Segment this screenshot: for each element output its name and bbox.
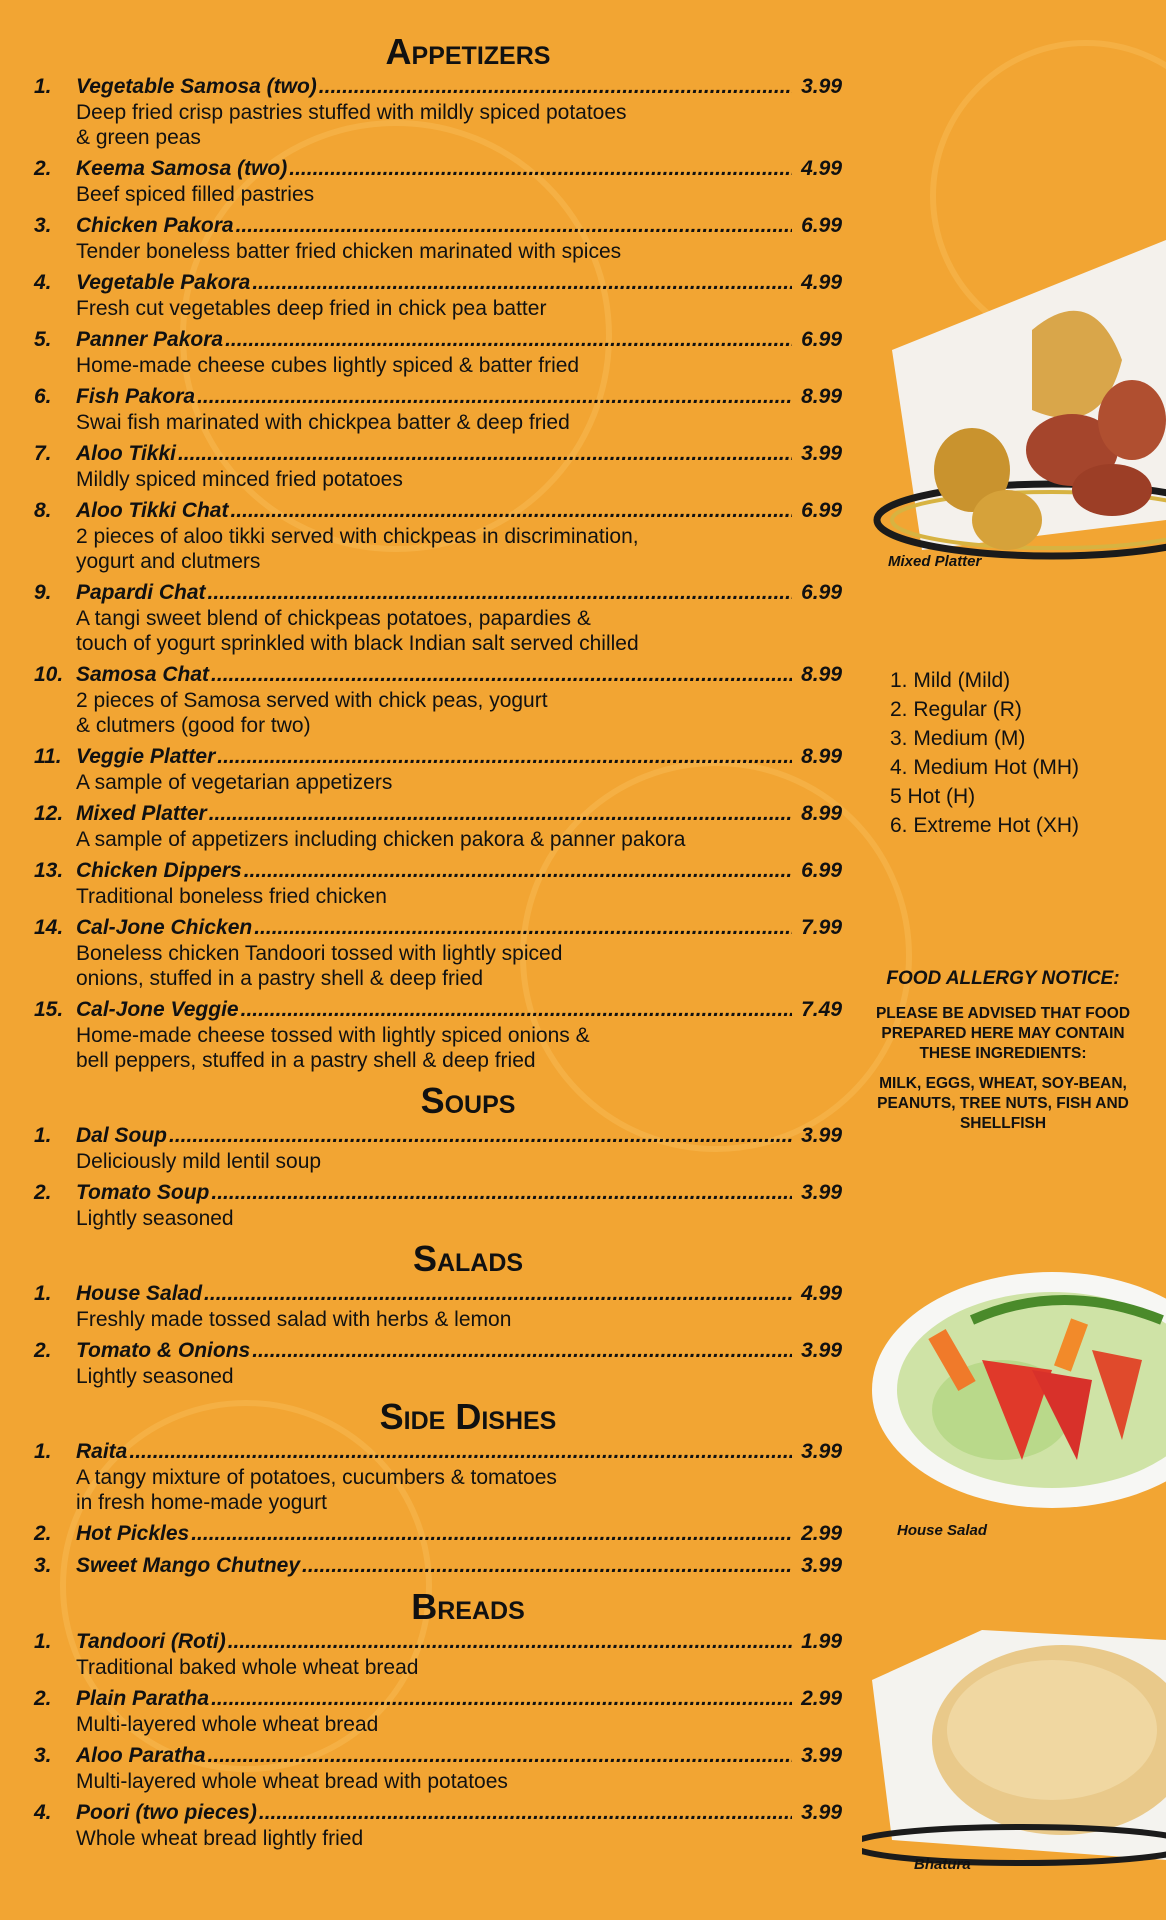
item-name: Cal-Jone Veggie [76,998,239,1021]
item-name: Poori (two pieces) [76,1801,257,1824]
item-description: Home-made cheese cubes lightly spiced & batter fried [76,354,580,377]
allergy-ingredients: MILK, EGGS, WHEAT, SOY-BEAN, PEANUTS, TREE NUTS, FISH AND SHELLFISH [877,1075,1129,1132]
item-name: Vegetable Samosa (two) [76,75,317,98]
item-name: Raita [76,1440,128,1463]
item-description: Freshly made tossed salad with herbs & lemon [76,1308,512,1331]
item-name: Plain Paratha [76,1687,210,1710]
menu-item [34,1180,842,1231]
item-price: 3.99 [801,1744,842,1767]
item-description: Tender boneless batter fried chicken marinated with spices [76,240,622,263]
menu-item [34,74,842,150]
dot-leader [211,1180,792,1206]
item-name: Hot Pickles [76,1522,190,1545]
item-price: 3.99 [801,75,842,98]
item-name: Sweet Mango Chutney [76,1554,301,1577]
dot-leader [225,327,792,353]
house-salad-caption: House Salad [897,1522,988,1539]
item-description: 2 pieces of aloo tikki served with chickpeas in discrimination, yogurt and clutmers [76,525,639,573]
menu-item-row [34,1281,842,1307]
menu-item-row [34,1553,842,1579]
menu-item-row [34,997,842,1023]
menu-item-row [34,441,842,467]
menu-item-row [34,580,842,606]
item-price: 6.99 [801,859,842,882]
item-price: 4.99 [801,271,842,294]
spice-level-item: 4. Medium Hot (MH) [890,756,1080,779]
item-description: Whole wheat bread lightly fried [76,1827,364,1850]
item-name: Fish Pakora [76,385,196,408]
item-price: 6.99 [801,214,842,237]
dot-leader [217,744,792,770]
item-description: Home-made cheese tossed with lightly spiced onions & bell peppers, stuffed in a pastry shell & deep fried [76,1024,590,1072]
menu-item [34,997,842,1073]
item-name: Keema Samosa (two) [76,157,288,180]
menu-item-row [34,1629,842,1655]
menu-item [34,1553,842,1579]
item-description: A sample of appetizers including chicken pakora & panner pakora [76,828,686,851]
item-number: 4. [34,271,52,294]
item-price: 6.99 [801,499,842,522]
menu-item-row [34,801,842,827]
item-number: 2. [34,1181,52,1204]
section-title: Salads [412,1238,524,1279]
item-description: 2 pieces of Samosa served with chick peas, yogurt & clutmers (good for two) [76,689,548,737]
menu-item-row [34,1123,842,1149]
menu-item [34,498,842,574]
dot-leader [228,1629,792,1655]
item-name: Mixed Platter [76,802,207,825]
dot-leader [236,213,792,239]
spice-level-item: 5 Hot (H) [890,785,976,808]
menu-item [34,1521,842,1547]
item-number: 10. [34,663,64,686]
item-price: 3.99 [801,1181,842,1204]
menu-item [34,1281,842,1332]
item-name: Tomato Soup [76,1181,210,1204]
item-number: 11. [34,745,62,768]
bhatura-caption: Bhatura [914,1856,971,1873]
menu-item [34,1800,842,1851]
item-description: Deep fried crisp pastries stuffed with mildly spiced potatoes & green peas [76,101,627,149]
dot-leader [191,1521,792,1547]
item-number: 12. [34,802,64,825]
item-price: 3.99 [801,1440,842,1463]
item-price: 3.99 [801,442,842,465]
item-name: Dal Soup [76,1124,168,1147]
item-number: 14. [34,916,64,939]
item-description: Boneless chicken Tandoori tossed with lightly spiced onions, stuffed in a pastry shell & deep fried [76,942,563,990]
item-number: 8. [34,499,52,522]
menu-item-row [34,662,842,688]
item-name: House Salad [76,1282,203,1305]
item-name: Samosa Chat [76,663,210,686]
item-number: 3. [34,214,52,237]
menu-item [34,441,842,492]
menu-item-row [34,74,842,100]
item-description: Deliciously mild lentil soup [76,1150,322,1173]
menu-item [34,156,842,207]
item-number: 1. [34,75,52,98]
menu-item-row [34,498,842,524]
item-name: Aloo Tikki Chat [76,499,229,522]
item-number: 6. [34,385,52,408]
allergy-title: FOOD ALLERGY NOTICE: [886,968,1120,989]
dot-leader [204,1281,792,1307]
item-name: Veggie Platter [76,745,216,768]
item-number: 7. [34,442,52,465]
menu-item-row [34,1521,842,1547]
section-title: Breads [411,1586,525,1627]
dot-leader [259,1800,792,1826]
item-number: 2. [34,1522,52,1545]
menu-item [34,327,842,378]
menu-item [34,1123,842,1174]
allergy-text: PLEASE BE ADVISED THAT FOOD PREPARED HERE MAY CONTAIN THESE INGREDIENTS: [875,1005,1131,1062]
spice-level-item: 2. Regular (R) [890,698,1022,721]
allergy-notice [868,968,1138,1144]
item-number: 1. [34,1282,52,1305]
item-description: Swai fish marinated with chickpea batter & deep fried [76,411,570,434]
menu-item-row [34,915,842,941]
menu-item [34,1686,842,1737]
menu-item [34,1439,842,1515]
item-number: 3. [34,1554,52,1577]
dot-leader [178,441,792,467]
house-salad-photo [862,1260,1166,1520]
item-number: 2. [34,1687,52,1710]
menu-item-row [34,1743,842,1769]
dot-leader [208,1743,792,1769]
item-name: Tomato & Onions [76,1339,251,1362]
menu-item [34,858,842,909]
item-name: Vegetable Pakora [76,271,251,294]
spice-level-list [890,666,1079,840]
spice-level-item: 1. Mild (Mild) [890,669,1011,692]
dot-leader [241,997,792,1023]
dot-leader [244,858,792,884]
dot-leader [129,1439,792,1465]
dot-leader [209,801,792,827]
menu-item [34,662,842,738]
item-description: A tangi sweet blend of chickpeas potatoes, papardies & touch of yogurt sprinkled with black Indian salt served chilled [76,607,639,655]
item-price: 3.99 [801,1554,842,1577]
item-number: 1. [34,1630,52,1653]
item-price: 6.99 [801,581,842,604]
item-name: Chicken Pakora [76,214,234,237]
item-price: 4.99 [801,1282,842,1305]
menu-item [34,213,842,264]
item-price: 1.99 [801,1630,842,1653]
item-price: 8.99 [801,663,842,686]
item-number: 2. [34,1339,52,1362]
item-description: Multi-layered whole wheat bread [76,1713,379,1736]
item-number: 13. [34,859,64,882]
item-name: Cal-Jone Chicken [76,916,253,939]
item-price: 8.99 [801,745,842,768]
item-number: 4. [34,1801,52,1824]
mixed-platter-caption: Mixed Platter [888,553,982,570]
dot-leader [252,1338,792,1364]
menu-item-row [34,156,842,182]
item-description: Mildly spiced minced fried potatoes [76,468,403,491]
item-price: 4.99 [801,157,842,180]
menu-item [34,801,842,852]
menu-item [34,580,842,656]
menu-item-row [34,384,842,410]
menu-item [34,270,842,321]
section-title: Appetizers [385,31,551,72]
item-number: 5. [34,328,52,351]
item-price: 7.99 [801,916,842,939]
item-name: Papardi Chat [76,581,206,604]
side-column [862,0,1166,1920]
item-number: 1. [34,1124,52,1147]
item-description: Multi-layered whole wheat bread with potatoes [76,1770,508,1793]
item-name: Chicken Dippers [76,859,242,882]
menu-item-row [34,1686,842,1712]
menu-item-row [34,270,842,296]
item-price: 3.99 [801,1801,842,1824]
dot-leader [230,498,792,524]
item-number: 3. [34,1744,52,1767]
dot-leader [211,1686,792,1712]
menu-item [34,1743,842,1794]
menu-item-row [34,858,842,884]
spice-level-item: 6. Extreme Hot (XH) [890,814,1080,837]
item-number: 9. [34,581,52,604]
menu-item-row [34,1800,842,1826]
mixed-platter-photo [862,220,1166,570]
item-description: Lightly seasoned [76,1207,234,1230]
item-description: Traditional baked whole wheat bread [76,1656,419,1679]
dot-leader [197,384,792,410]
item-price: 8.99 [801,385,842,408]
dot-leader [211,662,792,688]
menu-item [34,1338,842,1389]
dot-leader [169,1123,792,1149]
menu-item-row [34,213,842,239]
spice-level-item: 3. Medium (M) [890,727,1026,750]
item-description: Fresh cut vegetables deep fried in chick pea batter [76,297,547,320]
item-price: 3.99 [801,1124,842,1147]
dot-leader [302,1553,792,1579]
dot-leader [208,580,792,606]
item-price: 3.99 [801,1339,842,1362]
item-price: 2.99 [801,1522,842,1545]
item-name: Aloo Paratha [76,1744,206,1767]
bhatura-photo [862,1620,1166,1870]
item-price: 6.99 [801,328,842,351]
item-price: 8.99 [801,802,842,825]
section-title: Soups [420,1080,516,1121]
item-price: 2.99 [801,1687,842,1710]
menu-item-row [34,1338,842,1364]
menu-item-row [34,327,842,353]
item-name: Tandoori (Roti) [76,1630,226,1653]
menu-item [34,744,842,795]
menu-item [34,1629,842,1680]
dot-leader [254,915,792,941]
item-description: Traditional boneless fried chicken [76,885,387,908]
menu-item-row [34,744,842,770]
item-number: 2. [34,157,52,180]
item-description: A sample of vegetarian appetizers [76,771,393,794]
menu-column [34,28,842,1857]
item-name: Aloo Tikki [76,442,176,465]
item-description: A tangy mixture of potatoes, cucumbers & tomatoes in fresh home-made yogurt [76,1466,557,1514]
item-number: 15. [34,998,64,1021]
item-number: 1. [34,1440,52,1463]
item-description: Lightly seasoned [76,1365,234,1388]
menu-item [34,384,842,435]
dot-leader [252,270,792,296]
menu-item-row [34,1180,842,1206]
dot-leader [319,74,792,100]
item-price: 7.49 [801,998,842,1021]
section-title: Side Dishes [379,1396,557,1437]
menu-item [34,915,842,991]
menu-item-row [34,1439,842,1465]
item-description: Beef spiced filled pastries [76,183,315,206]
dot-leader [289,156,792,182]
item-name: Panner Pakora [76,328,224,351]
